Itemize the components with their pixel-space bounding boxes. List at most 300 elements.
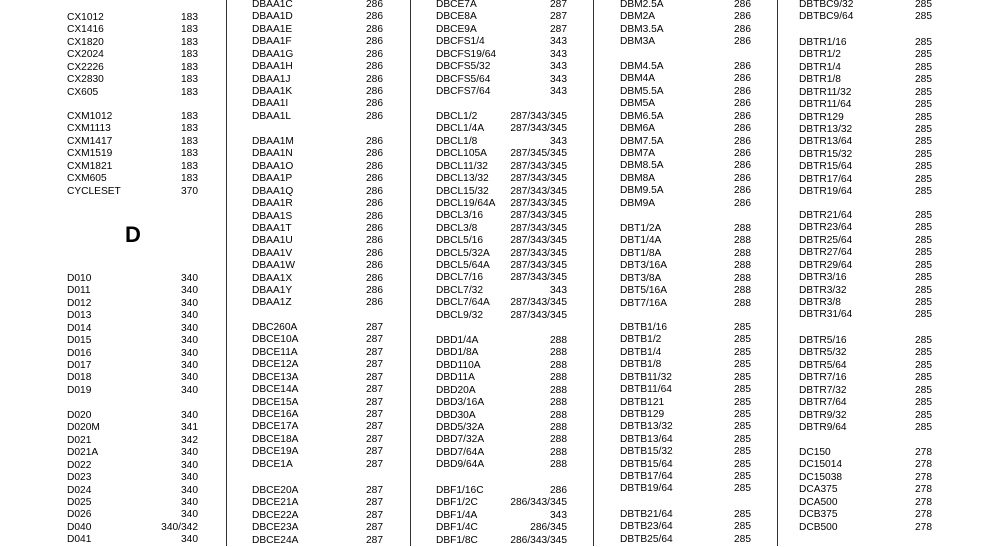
page-reference: 285 [915,11,932,23]
index-entry [799,472,932,484]
index-entry [436,422,567,434]
page-reference: 286 [734,0,751,10]
page-reference: 343 [550,135,567,147]
part-number: DBC260A [252,322,298,333]
part-number: DBCE9A [436,23,477,35]
page-reference: 288 [550,347,567,359]
page-reference: 286 [366,61,383,73]
page-reference: 285 [734,322,751,333]
part-number: CX2024 [67,49,104,61]
index-entry [436,535,567,547]
part-number: DBCE21A [252,497,299,509]
index-entry [620,347,751,359]
index-entry [436,235,567,247]
page-reference: 343 [550,284,567,296]
page-reference: 285 [915,99,932,111]
page-reference: 286/343/345 [510,497,567,509]
page-reference: 285 [734,446,751,458]
page-reference: 286/343/345 [510,534,567,546]
index-entry [252,61,383,73]
part-number: DBAA1P [252,173,293,185]
index-entry [799,37,932,49]
page-reference: 287/343/345 [510,185,567,197]
page-reference: 285 [734,346,751,358]
index-entry [67,372,198,384]
index-entry [436,260,567,272]
page-reference: 341 [181,422,198,434]
page-reference: 288 [734,272,751,284]
index-entry [252,359,383,371]
part-number: DBM9A [620,197,656,209]
page-reference: 287 [366,446,383,458]
part-number: DCB375 [799,509,838,521]
part-number: D021 [67,434,92,446]
page-reference: 343 [550,85,567,97]
part-number: DBAA1K [252,85,293,97]
part-number: DBCE22A [252,509,299,521]
part-number: DBD7/32A [436,434,485,446]
page-reference: 343 [550,509,567,521]
part-number: DBCE13A [252,371,299,383]
page-reference: 288 [734,235,751,247]
part-number: DBCE19A [252,446,299,458]
page-reference: 285 [915,247,932,259]
part-number: DBCL7/16 [436,272,484,284]
part-number: DBAA1S [252,210,293,222]
index-entry [436,11,567,23]
page-reference: 285 [915,372,932,384]
index-entry [620,123,751,135]
part-number: DBD1/4A [436,335,479,346]
index-entry [67,273,198,285]
index-entry [620,298,751,310]
part-number: DBCL5/16 [436,235,484,247]
part-number: DBD3/16A [436,397,485,409]
index-entry [620,98,751,110]
index-entry [620,459,751,471]
part-number: CX1416 [67,24,104,36]
index-entry [252,235,383,247]
part-number: DBAA1J [252,73,291,85]
page-reference: 285 [915,49,932,61]
index-entry [252,273,383,285]
part-number: DC150 [799,447,831,458]
index-entry [436,111,567,123]
index-entry [67,123,198,135]
page-reference: 288 [550,409,567,421]
page-reference: 286 [366,98,383,110]
page-reference: 286 [366,11,383,23]
index-entry [436,248,567,260]
index-entry [436,447,567,459]
page-reference: 340 [181,285,198,297]
index-entry [436,485,567,497]
index-entry [620,148,751,160]
page-reference: 285 [734,334,751,346]
page-reference: 288 [550,459,567,471]
index-entry [436,385,567,397]
index-entry [252,535,383,547]
index-entry [620,434,751,446]
part-number: DBCE17A [252,421,299,433]
page-reference: 278 [915,447,932,458]
index-entry [67,360,198,372]
page-reference: 286 [734,160,751,172]
page-reference: 343 [550,36,567,48]
part-number: DBTBC9/64 [799,11,854,23]
part-number: DBAA1D [252,11,293,23]
part-number: DBTR13/32 [799,123,853,135]
index-entry [252,111,383,123]
index-entry [620,273,751,285]
index-entry [67,186,198,198]
index-column-3 [436,0,567,546]
page-reference: 287 [366,485,383,496]
page-reference: 287 [550,11,567,23]
index-entry [620,372,751,384]
page-reference: 287/343/345 [510,160,567,172]
part-number: DBCFS7/64 [436,85,491,97]
index-entry [799,210,932,222]
part-number: DBTB19/64 [620,483,673,495]
index-entry [67,161,198,173]
index-entry [436,410,567,422]
page-reference: 286 [734,85,751,97]
part-number: DBTB17/64 [620,471,673,483]
index-entry [252,372,383,384]
part-number: DBTR9/64 [799,421,847,433]
index-entry [620,223,751,235]
page-reference: 285 [734,359,751,371]
part-number: CXM1417 [67,135,113,147]
index-entry [620,173,751,185]
index-entry [620,397,751,409]
part-number: DBTR15/64 [799,161,853,173]
part-number: DCA500 [799,496,838,508]
part-number: DBAA1C [252,0,293,10]
page-reference: 285 [915,284,932,296]
page-reference: 183 [181,123,198,135]
index-entry [799,87,932,99]
page-reference: 286 [734,185,751,197]
index-entry [799,522,932,534]
index-column-4 [620,0,751,546]
page-reference: 287/343/345 [510,309,567,321]
part-number: DBT1/8A [620,247,662,259]
part-number: DBT3/16A [620,260,667,272]
part-number: DBTR129 [799,111,844,123]
part-number: DBCE20A [252,485,299,496]
part-number: DBF1/4A [436,509,478,521]
page-reference: 340 [181,297,198,309]
part-number: CXM1012 [67,111,113,122]
index-entry [620,36,751,48]
index-entry [252,434,383,446]
part-number: DBT5/16A [620,285,667,297]
part-number: DBTR15/32 [799,148,853,160]
part-number: DBTB15/64 [620,458,673,470]
page-reference: 285 [915,222,932,234]
index-entry [252,421,383,433]
part-number: DBCFS5/64 [436,73,491,85]
part-number: DBAA1W [252,260,296,272]
part-number: DBTR7/32 [799,384,847,396]
page-reference: 370 [181,185,198,197]
page-reference: 285 [915,123,932,135]
part-number: DBTB1/2 [620,334,662,346]
page-reference: 287 [550,0,567,10]
page-reference: 287/343/345 [510,247,567,259]
index-entry [67,37,198,49]
index-entry [620,384,751,396]
part-number: D013 [67,310,92,322]
page-reference: 287 [366,497,383,509]
page-reference: 183 [181,36,198,48]
page-reference: 285 [915,37,932,48]
index-entry [620,285,751,297]
part-number: CXM605 [67,173,107,185]
page-reference: 288 [550,421,567,433]
part-number: DBTR23/64 [799,222,853,234]
part-number: DBAA1X [252,272,293,284]
page-reference: 340 [181,384,198,396]
part-number: CXM1519 [67,148,113,160]
index-column-5 [799,0,932,546]
part-number: DBTR3/8 [799,296,841,308]
part-number: DBCL19/64A [436,197,496,209]
page-reference: 340 [181,534,198,546]
part-number: DBTR5/32 [799,347,847,359]
part-number: DBTBC9/32 [799,0,854,10]
index-entry [436,347,567,359]
part-number: DBTR27/64 [799,247,853,259]
part-number: DBM6A [620,123,656,135]
part-number: DBT1/2A [620,223,662,234]
part-number: D025 [67,496,92,508]
index-entry [799,385,932,397]
page-reference: 285 [915,136,932,148]
index-entry [436,123,567,135]
page-reference: 285 [915,272,932,284]
part-number: DBM6.5A [620,110,664,122]
part-number: DBTR9/32 [799,409,847,421]
page-reference: 285 [915,309,932,321]
index-entry [799,410,932,422]
page-reference: 286 [734,123,751,135]
index-entry [67,410,198,422]
page-reference: 286 [366,272,383,284]
page-reference: 285 [915,421,932,433]
page-reference: 287/343/345 [510,297,567,309]
page-reference: 183 [181,12,198,23]
index-entry [252,136,383,148]
part-number: DBM7A [620,147,656,159]
part-number: DBTR3/16 [799,272,847,284]
part-number: DBM3A [620,36,656,48]
page-reference: 340 [181,472,198,484]
part-number: DBCE1A [252,458,293,470]
index-entry [436,297,567,309]
part-number: DBM5A [620,98,656,110]
part-number: DBTR31/64 [799,309,853,321]
index-entry [799,447,932,459]
index-entry [799,74,932,86]
part-number: DBCE18A [252,433,299,445]
index-entry [436,372,567,384]
index-entry [799,235,932,247]
page-reference: 183 [181,173,198,185]
part-number: DBCL1/2 [436,111,478,122]
page-reference: 286 [734,23,751,35]
page-reference: 278 [915,471,932,483]
page-reference: 287 [366,371,383,383]
page-reference: 340 [181,347,198,359]
index-entry [799,309,932,321]
page-reference: 285 [915,210,932,221]
page-reference: 287/343/345 [510,235,567,247]
page-reference: 286 [734,36,751,48]
index-entry [67,335,198,347]
part-number: DBF1/4C [436,522,478,534]
part-number: CX605 [67,86,99,98]
page-reference: 285 [734,408,751,420]
page-reference: 285 [915,148,932,160]
part-number: DBAA1Z [252,297,292,309]
part-number: DBTB13/32 [620,421,673,433]
index-entry [620,86,751,98]
part-number: DBM8A [620,172,656,184]
page-reference: 340 [181,335,198,347]
part-number: DBCL5/64A [436,260,490,272]
page-reference: 286 [366,148,383,160]
part-number: DBCE8A [436,11,477,23]
page-reference: 287 [366,384,383,396]
page-reference: 183 [181,74,198,86]
index-entry [799,372,932,384]
part-number: DBD11A [436,372,475,384]
index-entry [67,509,198,521]
page-reference: 288 [734,260,751,272]
index-entry [67,298,198,310]
part-number: DBTB11/64 [620,384,672,396]
index-entry [252,285,383,297]
page-reference: 286 [366,110,383,122]
page-reference: 288 [550,359,567,371]
page-reference: 285 [915,61,932,73]
page-reference: 183 [181,86,198,98]
part-number: D010 [67,273,92,284]
page-reference: 285 [734,384,751,396]
page-reference: 183 [181,61,198,73]
part-number: CX1012 [67,12,104,23]
index-entry [252,347,383,359]
page-reference: 287/343/345 [510,260,567,272]
index-entry [620,248,751,260]
index-entry [436,397,567,409]
part-number: DBTB11/32 [620,371,672,383]
page-reference: 286 [366,222,383,234]
page-reference: 340 [181,447,198,459]
page-reference: 287/343/345 [510,111,567,122]
part-number: D016 [67,347,92,359]
index-entry [67,485,198,497]
page-reference: 340 [181,273,198,284]
page-reference: 285 [915,347,932,359]
index-entry [436,36,567,48]
index-entry [252,198,383,210]
index-entry [799,285,932,297]
page-reference: 183 [181,49,198,61]
part-number: DBTB121 [620,396,665,408]
part-number: DBF1/2C [436,497,478,509]
page-reference: 285 [915,74,932,86]
part-number: D017 [67,359,92,371]
index-entry [67,472,198,484]
part-number: DBAA1H [252,61,293,73]
part-number: DC15014 [799,459,843,471]
page-reference: 288 [734,223,751,234]
page-reference: 285 [915,186,932,198]
part-number: DBTB25/64 [620,533,673,545]
column-divider [226,0,227,546]
part-number: DBAA1R [252,198,293,210]
part-number: DBTB1/16 [620,322,667,333]
page-reference: 278 [915,521,932,533]
part-number: DBF1/16C [436,485,484,496]
page-reference: 286 [550,485,567,496]
part-number: DBTB15/32 [620,446,673,458]
part-number: DBAA1U [252,235,293,247]
page-reference: 183 [181,148,198,160]
page-reference: 183 [181,111,198,122]
index-entry [799,484,932,496]
part-number: DBM2A [620,11,656,23]
page-reference: 285 [915,234,932,246]
index-entry [67,74,198,86]
page-reference: 287 [366,509,383,521]
page-reference: 278 [915,484,932,496]
part-number: DBCL7/32 [436,284,484,296]
index-entry [799,136,932,148]
part-number: DBCE11A [252,346,298,358]
index-entry [620,160,751,172]
page-reference: 343 [550,48,567,60]
part-number: DBM4A [620,73,656,85]
index-entry [252,86,383,98]
page-reference: 286 [366,48,383,60]
column-divider [410,0,411,546]
part-number: D040 [67,521,92,533]
page-reference: 288 [550,434,567,446]
index-entry [799,112,932,124]
index-entry [67,148,198,160]
part-number: DBCE15A [252,396,299,408]
page-reference: 285 [915,384,932,396]
page-reference: 286 [734,98,751,110]
index-entry [620,483,751,495]
page-reference: 287/343/345 [510,123,567,135]
part-number: D012 [67,297,92,309]
index-entry [252,173,383,185]
part-number: D019 [67,384,92,396]
part-number: DBTR1/16 [799,37,847,48]
part-number: D014 [67,322,92,334]
index-entry [620,471,751,483]
part-number: CX2830 [67,74,104,86]
part-number: DBTR11/32 [799,86,852,98]
page-reference: 288 [734,285,751,297]
part-number: DBAA1G [252,48,294,60]
